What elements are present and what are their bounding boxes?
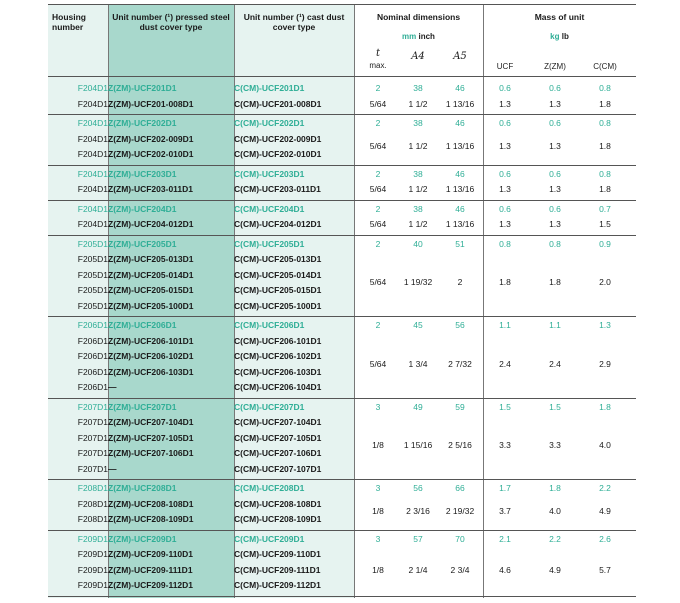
mass-ccm-cell: 4.0 bbox=[599, 440, 611, 451]
pressed-unit-cell: — bbox=[108, 382, 117, 392]
unit-lb: lb bbox=[561, 32, 569, 41]
cast-unit-cell: C(CM)-UCF204-012D1 bbox=[234, 219, 322, 229]
mass-zzm-cell: 3.3 bbox=[549, 440, 561, 451]
mass-ccm-cell: 1.5 bbox=[599, 219, 611, 229]
mass-zzm-cell: 2.4 bbox=[549, 358, 561, 369]
dim-a5-cell: 66 bbox=[455, 483, 465, 493]
table-row bbox=[48, 252, 636, 267]
mass-ccm-cell: 0.9 bbox=[599, 238, 611, 249]
housing-number-cell: F206D1 bbox=[77, 335, 108, 346]
col-t-symbol: t bbox=[375, 48, 381, 59]
table-row bbox=[48, 318, 636, 333]
housing-number-cell: F208D1 bbox=[77, 514, 108, 524]
mass-ccm-cell: 5.7 bbox=[599, 564, 611, 575]
dim-a5-cell: 1 13/16 bbox=[445, 141, 475, 152]
table-top-rule bbox=[48, 4, 636, 5]
mass-zzm-cell: 2.2 bbox=[549, 533, 561, 544]
dim-a4-cell: 1 15/16 bbox=[403, 440, 433, 451]
dim-t-cell: 2 bbox=[375, 83, 381, 93]
imperial-row bbox=[48, 357, 636, 372]
pressed-unit-cell: Z(ZM)-UCF202-010D1 bbox=[108, 149, 194, 159]
table-row bbox=[48, 97, 636, 112]
mass-ccm-cell: 1.8 bbox=[599, 141, 611, 152]
mass-ucf-cell: 0.6 bbox=[499, 203, 511, 214]
cast-unit-cell: C(CM)-UCF206-104D1 bbox=[234, 382, 322, 392]
dim-a5-cell: 2 7/32 bbox=[448, 358, 472, 369]
housing-number-cell: F206D1 bbox=[77, 382, 108, 392]
cast-unit-cell: C(CM)-UCF205-013D1 bbox=[234, 254, 322, 264]
mass-ucf-cell: 1.1 bbox=[499, 320, 511, 330]
dim-t-cell: 5/64 bbox=[369, 141, 387, 152]
cast-unit-cell: C(CM)-UCF206-102D1 bbox=[234, 351, 322, 361]
mass-ccm-cell: 1.8 bbox=[599, 401, 611, 412]
mass-zzm-cell: 1.3 bbox=[549, 98, 561, 109]
cast-unit-cell: C(CM)-UCF209D1 bbox=[234, 533, 305, 544]
bearing-unit-table bbox=[48, 4, 636, 598]
dim-t-cell: 2 bbox=[375, 118, 381, 128]
mass-zzm-cell: 0.6 bbox=[549, 168, 561, 179]
header-bottom-rule bbox=[48, 76, 636, 77]
table-row bbox=[48, 415, 636, 430]
col-ccm: C(CM) bbox=[593, 62, 617, 71]
table-row bbox=[48, 116, 636, 131]
table-row bbox=[48, 481, 636, 496]
unit-mm: mm bbox=[402, 32, 417, 41]
housing-number-cell: F205D1 bbox=[77, 285, 108, 295]
dim-a5-cell: 46 bbox=[455, 203, 465, 214]
mass-ccm-cell: 2.6 bbox=[599, 533, 611, 544]
dim-a5-cell: 46 bbox=[455, 168, 465, 179]
dim-a5-cell: 56 bbox=[455, 320, 465, 330]
table-row bbox=[48, 400, 636, 415]
dim-a5-cell: 1 13/16 bbox=[445, 184, 475, 194]
header-housing-number: Housing number bbox=[52, 12, 86, 32]
pressed-unit-cell: Z(ZM)-UCF204D1 bbox=[108, 203, 177, 214]
mass-zzm-cell: 0.6 bbox=[549, 118, 561, 128]
dim-a4-cell: 1 19/32 bbox=[403, 277, 433, 288]
housing-number-cell: F206D1 bbox=[77, 366, 108, 377]
dim-t-cell: 3 bbox=[375, 483, 381, 493]
cast-unit-cell: C(CM)-UCF206-103D1 bbox=[234, 366, 322, 377]
mass-ucf-cell: 1.5 bbox=[499, 401, 511, 412]
pressed-unit-cell: Z(ZM)-UCF208D1 bbox=[108, 483, 177, 493]
mass-ucf-cell: 1.3 bbox=[499, 98, 511, 109]
pressed-unit-cell: Z(ZM)-UCF205-015D1 bbox=[108, 285, 194, 295]
group-divider bbox=[48, 235, 636, 236]
table-row bbox=[48, 547, 636, 562]
dim-t-cell: 5/64 bbox=[369, 184, 387, 194]
housing-number-cell: F204D1 bbox=[77, 133, 108, 144]
imperial-row bbox=[48, 438, 636, 453]
cast-unit-cell: C(CM)-UCF207-104D1 bbox=[234, 417, 322, 427]
dim-t-cell: 5/64 bbox=[369, 358, 387, 369]
mass-ccm-cell: 0.7 bbox=[599, 203, 611, 214]
dim-a4-cell: 38 bbox=[413, 168, 423, 179]
pressed-unit-cell: Z(ZM)-UCF208-109D1 bbox=[108, 514, 194, 524]
mass-ucf-cell: 3.7 bbox=[499, 506, 511, 517]
cast-unit-cell: C(CM)-UCF202D1 bbox=[234, 118, 305, 128]
housing-number-cell: F205D1 bbox=[77, 269, 108, 280]
housing-number-cell: F209D1 bbox=[77, 564, 108, 575]
mass-zzm-cell: 4.9 bbox=[549, 564, 561, 575]
housing-number-cell: F204D1 bbox=[77, 98, 108, 109]
dim-a4-cell: 40 bbox=[413, 238, 423, 249]
col-a5-symbol: A5 bbox=[453, 51, 467, 62]
group-divider bbox=[48, 530, 636, 531]
cast-unit-cell: C(CM)-UCF205-014D1 bbox=[234, 269, 322, 280]
dim-t-cell: 2 bbox=[375, 203, 381, 214]
pressed-unit-cell: Z(ZM)-UCF207-104D1 bbox=[108, 417, 194, 427]
mass-ucf-cell: 2.1 bbox=[499, 533, 511, 544]
housing-number-cell: F204D1 bbox=[77, 168, 108, 179]
dim-a5-cell: 2 3/4 bbox=[450, 564, 470, 575]
mass-zzm-cell: 1.3 bbox=[549, 184, 561, 194]
mass-ccm-cell: 1.8 bbox=[599, 184, 611, 194]
mass-ucf-cell: 3.3 bbox=[499, 440, 511, 451]
mass-zzm-cell: 0.8 bbox=[549, 238, 561, 249]
cast-unit-cell: C(CM)-UCF203-011D1 bbox=[234, 184, 321, 194]
pressed-unit-cell: Z(ZM)-UCF206-101D1 bbox=[108, 335, 194, 346]
table-row bbox=[48, 202, 636, 217]
dim-a4-cell: 1 1/2 bbox=[408, 141, 428, 152]
pressed-unit-cell: Z(ZM)-UCF205-014D1 bbox=[108, 269, 194, 280]
pressed-unit-cell: Z(ZM)-UCF208-108D1 bbox=[108, 498, 194, 509]
cast-unit-cell: C(CM)-UCF206-101D1 bbox=[234, 335, 322, 346]
mass-ucf-cell: 0.8 bbox=[499, 238, 511, 249]
housing-number-cell: F204D1 bbox=[77, 118, 108, 128]
mass-ucf-cell: 0.6 bbox=[499, 83, 511, 93]
dim-t-cell: 5/64 bbox=[369, 219, 387, 229]
imperial-row bbox=[48, 139, 636, 154]
dim-a4-cell: 49 bbox=[413, 401, 423, 412]
housing-number-cell: F207D1 bbox=[77, 401, 108, 412]
cast-unit-cell: C(CM)-UCF205-100D1 bbox=[234, 300, 322, 311]
pressed-unit-cell: Z(ZM)-UCF202D1 bbox=[108, 118, 177, 128]
dim-t-cell: 2 bbox=[375, 238, 381, 249]
cast-unit-cell: C(CM)-UCF202-009D1 bbox=[234, 133, 322, 144]
dim-a4-cell: 2 3/16 bbox=[406, 506, 430, 517]
housing-number-cell: F208D1 bbox=[77, 483, 108, 493]
dim-a4-cell: 45 bbox=[413, 320, 423, 330]
pressed-unit-cell: Z(ZM)-UCF204-012D1 bbox=[108, 219, 194, 229]
cast-unit-cell: C(CM)-UCF209-111D1 bbox=[234, 564, 321, 575]
dim-a5-cell: 2 5/16 bbox=[448, 440, 472, 451]
table-row bbox=[48, 462, 636, 477]
cast-unit-cell: C(CM)-UCF207D1 bbox=[234, 401, 305, 412]
dim-a4-cell: 1 1/2 bbox=[408, 98, 428, 109]
housing-number-cell: F206D1 bbox=[77, 351, 108, 361]
col-ucf: UCF bbox=[496, 62, 514, 71]
pressed-unit-cell: — bbox=[108, 463, 117, 474]
mass-zzm-cell: 1.3 bbox=[549, 219, 561, 229]
housing-number-cell: F206D1 bbox=[77, 320, 108, 330]
mass-ucf-cell: 1.3 bbox=[499, 141, 511, 152]
dim-t-cell: 3 bbox=[375, 401, 381, 412]
unit-kg: kg bbox=[550, 32, 560, 41]
pressed-unit-cell: Z(ZM)-UCF203-011D1 bbox=[108, 184, 194, 194]
table-row bbox=[48, 578, 636, 593]
housing-number-cell: F207D1 bbox=[77, 463, 108, 474]
dim-t-cell: 3 bbox=[375, 533, 381, 544]
table-row bbox=[48, 167, 636, 182]
pressed-unit-cell: Z(ZM)-UCF203D1 bbox=[108, 168, 177, 179]
housing-number-cell: F209D1 bbox=[77, 533, 108, 544]
pressed-unit-cell: Z(ZM)-UCF209-110D1 bbox=[108, 549, 194, 559]
group-divider bbox=[48, 596, 636, 597]
mass-units bbox=[483, 32, 636, 41]
dim-a5-cell: 2 19/32 bbox=[445, 506, 475, 517]
col-zzm: Z(ZM) bbox=[544, 62, 566, 71]
mass-ucf-cell: 1.3 bbox=[499, 219, 511, 229]
dim-a5-cell: 70 bbox=[455, 533, 465, 544]
dim-a4-cell: 38 bbox=[413, 83, 423, 93]
header-nominal-dimensions: Nominal dimensions bbox=[376, 12, 461, 22]
housing-number-cell: F204D1 bbox=[77, 184, 108, 194]
table-row bbox=[48, 237, 636, 252]
cast-unit-cell: C(CM)-UCF207-107D1 bbox=[234, 463, 322, 474]
housing-number-cell: F204D1 bbox=[77, 83, 108, 93]
cast-unit-cell: C(CM)-UCF209-110D1 bbox=[234, 549, 321, 559]
imperial-row bbox=[48, 504, 636, 519]
cast-unit-cell: C(CM)-UCF208-108D1 bbox=[234, 498, 322, 509]
cast-unit-cell: C(CM)-UCF204D1 bbox=[234, 203, 305, 214]
dim-a4-cell: 1 1/2 bbox=[408, 184, 428, 194]
pressed-unit-cell: Z(ZM)-UCF207-106D1 bbox=[108, 448, 194, 458]
housing-number-cell: F204D1 bbox=[77, 149, 108, 159]
housing-number-cell: F205D1 bbox=[77, 254, 108, 264]
housing-number-cell: F207D1 bbox=[77, 417, 108, 427]
mass-zzm-cell: 1.5 bbox=[549, 401, 561, 412]
group-divider bbox=[48, 479, 636, 480]
header-cast-unit: Unit number (¹) cast dust cover type bbox=[243, 12, 345, 32]
table-row bbox=[48, 81, 636, 96]
pressed-unit-cell: Z(ZM)-UCF206D1 bbox=[108, 320, 177, 330]
unit-inch: inch bbox=[418, 32, 435, 41]
housing-number-cell: F209D1 bbox=[77, 549, 108, 559]
mass-ccm-cell: 4.9 bbox=[599, 506, 611, 517]
dim-a4-cell: 1 3/4 bbox=[408, 358, 428, 369]
pressed-unit-cell: Z(ZM)-UCF207-105D1 bbox=[108, 432, 194, 443]
dim-a5-cell: 51 bbox=[455, 238, 465, 249]
pressed-unit-cell: Z(ZM)-UCF209D1 bbox=[108, 533, 177, 544]
group-divider bbox=[48, 114, 636, 115]
group-divider bbox=[48, 200, 636, 201]
dim-t-cell: 1/8 bbox=[372, 440, 384, 451]
col-a4-symbol: A4 bbox=[411, 51, 425, 62]
dim-a4-cell: 56 bbox=[413, 483, 423, 493]
mass-ucf-cell: 0.6 bbox=[499, 168, 511, 179]
mass-zzm-cell: 1.8 bbox=[549, 483, 561, 493]
cast-unit-cell: C(CM)-UCF209-112D1 bbox=[234, 580, 321, 590]
housing-number-cell: F204D1 bbox=[77, 203, 108, 214]
mass-ucf-cell: 1.7 bbox=[499, 483, 511, 493]
dim-a5-cell: 1 13/16 bbox=[445, 98, 475, 109]
table-row bbox=[48, 182, 636, 197]
dim-a5-cell: 1 13/16 bbox=[445, 219, 475, 229]
mass-zzm-cell: 4.0 bbox=[549, 506, 561, 517]
pressed-unit-cell: Z(ZM)-UCF206-103D1 bbox=[108, 366, 194, 377]
mass-zzm-cell: 1.8 bbox=[549, 277, 561, 288]
table-row bbox=[48, 299, 636, 314]
cast-unit-cell: C(CM)-UCF208D1 bbox=[234, 483, 305, 493]
col-t-max: max. bbox=[369, 61, 387, 70]
dim-t-cell: 2 bbox=[375, 168, 381, 179]
pressed-unit-cell: Z(ZM)-UCF209-111D1 bbox=[108, 564, 193, 575]
mass-ucf-cell: 1.8 bbox=[499, 277, 511, 288]
dimension-units bbox=[354, 32, 483, 41]
mass-ccm-cell: 1.8 bbox=[599, 98, 611, 109]
dim-a4-cell: 1 1/2 bbox=[408, 219, 428, 229]
group-divider bbox=[48, 398, 636, 399]
header-mass-of-unit: Mass of unit bbox=[534, 12, 585, 22]
housing-number-cell: F205D1 bbox=[77, 238, 108, 249]
pressed-unit-cell: Z(ZM)-UCF205D1 bbox=[108, 238, 177, 249]
cast-unit-cell: C(CM)-UCF206D1 bbox=[234, 320, 305, 330]
mass-ccm-cell: 2.0 bbox=[599, 277, 611, 288]
dim-a5-cell: 59 bbox=[455, 401, 465, 412]
cast-unit-cell: C(CM)-UCF202-010D1 bbox=[234, 149, 322, 159]
housing-number-cell: F209D1 bbox=[77, 580, 108, 590]
table-row bbox=[48, 380, 636, 395]
mass-zzm-cell: 0.6 bbox=[549, 83, 561, 93]
dim-t-cell: 5/64 bbox=[369, 277, 387, 288]
pressed-unit-cell: Z(ZM)-UCF209-112D1 bbox=[108, 580, 194, 590]
table-row bbox=[48, 334, 636, 349]
header-pressed-unit: Unit number (¹) pressed steel dust cover type bbox=[112, 12, 230, 32]
dim-t-cell: 5/64 bbox=[369, 98, 387, 109]
dim-t-cell: 1/8 bbox=[372, 506, 384, 517]
housing-number-cell: F205D1 bbox=[77, 300, 108, 311]
table-row bbox=[48, 217, 636, 232]
mass-ccm-cell: 0.8 bbox=[599, 83, 611, 93]
mass-ccm-cell: 2.9 bbox=[599, 358, 611, 369]
dim-t-cell: 2 bbox=[375, 320, 381, 330]
pressed-unit-cell: Z(ZM)-UCF206-102D1 bbox=[108, 351, 194, 361]
imperial-row bbox=[48, 275, 636, 290]
dim-a5-cell: 46 bbox=[455, 83, 465, 93]
dim-t-cell: 1/8 bbox=[372, 564, 384, 575]
dim-a5-cell: 2 bbox=[457, 277, 463, 288]
cast-unit-cell: C(CM)-UCF205-015D1 bbox=[234, 285, 322, 295]
mass-ucf-cell: 2.4 bbox=[499, 358, 511, 369]
mass-zzm-cell: 1.3 bbox=[549, 141, 561, 152]
cast-unit-cell: C(CM)-UCF207-106D1 bbox=[234, 448, 322, 458]
pressed-unit-cell: Z(ZM)-UCF205-100D1 bbox=[108, 300, 194, 311]
mass-ucf-cell: 4.6 bbox=[499, 564, 511, 575]
housing-number-cell: F204D1 bbox=[77, 219, 108, 229]
dim-a4-cell: 57 bbox=[413, 533, 423, 544]
mass-ccm-cell: 2.2 bbox=[599, 483, 611, 493]
cast-unit-cell: C(CM)-UCF201-008D1 bbox=[234, 98, 322, 109]
cast-unit-cell: C(CM)-UCF207-105D1 bbox=[234, 432, 322, 443]
mass-ucf-cell: 1.3 bbox=[499, 184, 511, 194]
pressed-unit-cell: Z(ZM)-UCF201-008D1 bbox=[108, 98, 194, 109]
mass-ccm-cell: 0.8 bbox=[599, 168, 611, 179]
housing-number-cell: F208D1 bbox=[77, 498, 108, 509]
cast-unit-cell: C(CM)-UCF205D1 bbox=[234, 238, 305, 249]
dim-a4-cell: 38 bbox=[413, 203, 423, 214]
group-divider bbox=[48, 165, 636, 166]
group-divider bbox=[48, 316, 636, 317]
dim-a4-cell: 38 bbox=[413, 118, 423, 128]
mass-zzm-cell: 1.1 bbox=[549, 320, 561, 330]
housing-number-cell: F207D1 bbox=[77, 448, 108, 458]
mass-ucf-cell: 0.6 bbox=[499, 118, 511, 128]
imperial-row bbox=[48, 563, 636, 578]
cast-unit-cell: C(CM)-UCF203D1 bbox=[234, 168, 305, 179]
housing-number-cell: F207D1 bbox=[77, 432, 108, 443]
pressed-unit-cell: Z(ZM)-UCF207D1 bbox=[108, 401, 177, 412]
table-row bbox=[48, 532, 636, 547]
dim-a5-cell: 46 bbox=[455, 118, 465, 128]
mass-ccm-cell: 0.8 bbox=[599, 118, 611, 128]
cast-unit-cell: C(CM)-UCF208-109D1 bbox=[234, 514, 322, 524]
pressed-unit-cell: Z(ZM)-UCF202-009D1 bbox=[108, 133, 194, 144]
mass-zzm-cell: 0.6 bbox=[549, 203, 561, 214]
pressed-unit-cell: Z(ZM)-UCF201D1 bbox=[108, 83, 177, 93]
dim-a4-cell: 2 1/4 bbox=[408, 564, 428, 575]
pressed-unit-cell: Z(ZM)-UCF205-013D1 bbox=[108, 254, 194, 264]
cast-unit-cell: C(CM)-UCF201D1 bbox=[234, 83, 305, 93]
mass-ccm-cell: 1.3 bbox=[599, 320, 611, 330]
